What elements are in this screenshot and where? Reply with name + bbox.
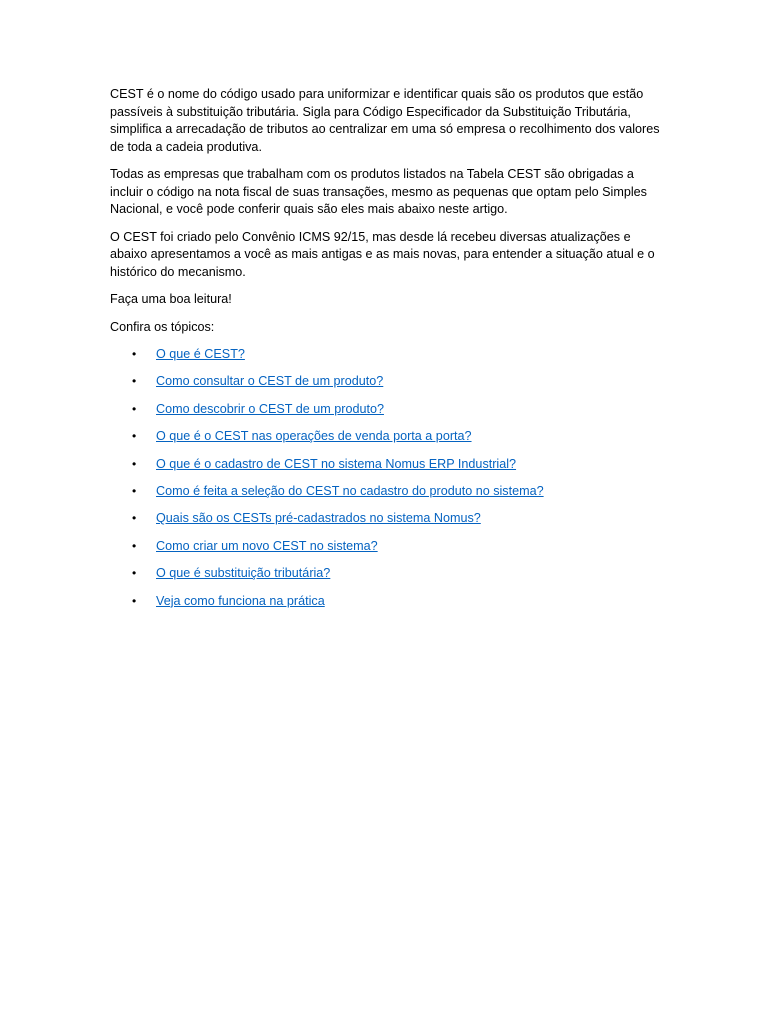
bullet-icon: •	[132, 511, 137, 526]
topic-link-porta-a-porta[interactable]: O que é o CEST nas operações de venda porta a porta?	[156, 429, 472, 444]
topic-link-o-que-e-cest[interactable]: O que é CEST?	[156, 347, 245, 361]
bullet-icon: •	[132, 483, 137, 498]
bullet-icon: •	[132, 566, 137, 581]
topic-link-substituicao-tributaria[interactable]: O que é substituição tributária?	[156, 566, 331, 581]
topic-link-como-consultar[interactable]: Como consultar o CEST de um produto?	[156, 374, 384, 389]
list-item	[110, 510, 662, 537]
document-page	[110, 86, 662, 620]
topic-link-criar-cest[interactable]: Como criar um novo CEST no sistema?	[156, 538, 378, 553]
list-item	[110, 373, 662, 400]
greeting-paragraph: Faça uma boa leitura!	[110, 292, 232, 306]
list-item	[110, 401, 662, 428]
topic-link-como-descobrir[interactable]: Como descobrir o CEST de um produto?	[156, 401, 384, 416]
history-paragraph: O CEST foi criado pelo Convênio ICMS 92/15, mas desde lá recebeu diversas atualizações e abaixo apresentamos a você as mais antigas e as mais novas, para entender a situação atual e o histórico do mecanismo.	[110, 229, 655, 279]
topics-list	[110, 346, 662, 620]
topic-link-cadastro-nomus[interactable]: O que é o cadastro de CEST no sistema Nomus ERP Industrial?	[156, 456, 517, 471]
bullet-icon: •	[132, 456, 137, 471]
intro-paragraph: CEST é o nome do código usado para uniformizar e identificar quais são os produtos que estão passíveis à substituição tributária. Sigla para Código Especificador da Substituição Tributária, simplifica a arrecadação de tributos ao centralizar em uma só empresa o recolhimento dos valores de toda a cadeia produtiva.	[110, 87, 660, 154]
topics-heading: Confira os tópicos:	[110, 319, 215, 334]
list-item	[110, 428, 662, 455]
bullet-icon: •	[132, 429, 137, 444]
list-item	[110, 346, 662, 373]
topic-link-na-pratica[interactable]: Veja como funciona na prática	[156, 593, 325, 608]
topic-link-selecao-cest[interactable]: Como é feita a seleção do CEST no cadastro do produto no sistema?	[156, 483, 544, 498]
list-item	[110, 565, 662, 592]
list-item	[110, 538, 662, 565]
bullet-icon: •	[132, 347, 137, 361]
list-item	[110, 483, 662, 510]
topic-link-pre-cadastrados[interactable]: Quais são os CESTs pré-cadastrados no sistema Nomus?	[156, 511, 481, 526]
list-item	[110, 593, 662, 620]
list-item	[110, 456, 662, 483]
obligation-paragraph: Todas as empresas que trabalham com os produtos listados na Tabela CEST são obrigadas a incluir o código na nota fiscal de suas transações, mesmo as pequenas que optam pelo Simples Nacional, e você pode conferir quais são eles mais abaixo neste artigo.	[110, 167, 647, 216]
bullet-icon: •	[132, 538, 137, 553]
bullet-icon: •	[132, 374, 137, 389]
bullet-icon: •	[132, 401, 137, 416]
bullet-icon: •	[132, 593, 137, 608]
